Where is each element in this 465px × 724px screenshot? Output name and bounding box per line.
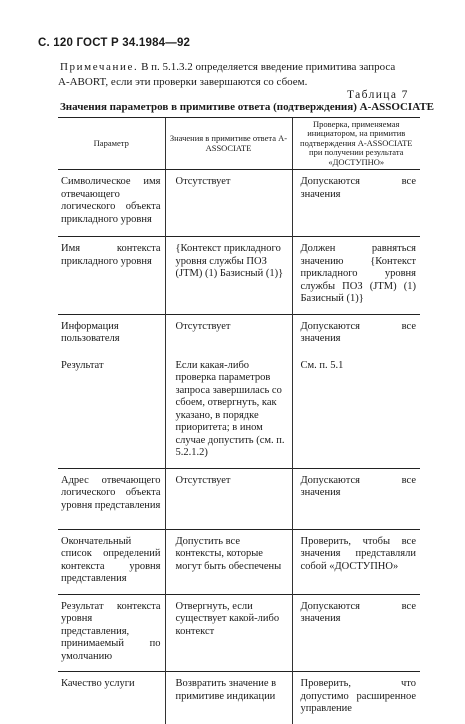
cell-check: Допускаются все значения — [292, 468, 420, 529]
table-row — [58, 672, 420, 724]
cell-parameter: Окончательный список определений контекста уровня представления — [58, 529, 165, 594]
table-row — [58, 237, 420, 315]
table-row — [58, 314, 420, 354]
note-line-2: A-ABORT, если эти проверки завершаются со сбоем. — [58, 76, 308, 88]
cell-value: Отсутствует — [165, 468, 292, 529]
cell-value: Допустить все контексты, которые могут быть обеспечены — [165, 529, 292, 594]
cell-value: {Контекст прикладного уровня службы ПОЗ (JTM) (1) Базисный (1)} — [165, 237, 292, 315]
cell-parameter: Имя контекста прикладного уровня — [58, 237, 165, 315]
column-header-parameter: Параметр — [58, 118, 165, 170]
cell-check: Допускаются все значения — [292, 170, 420, 237]
cell-check: Проверить, чтобы все значения представляли собой «ДОСТУПНО» — [292, 529, 420, 594]
cell-parameter: Качество услуги — [58, 672, 165, 724]
table-row — [58, 170, 420, 237]
table-row — [58, 529, 420, 594]
table-row — [58, 594, 420, 672]
cell-value: Возвратить значение в примитиве индикации — [165, 672, 292, 724]
cell-value: Отсутствует — [165, 314, 292, 354]
cell-value: Отсутствует — [165, 170, 292, 237]
parameters-table — [58, 117, 420, 724]
cell-value: Если какая-либо проверка параметров запроса завершилась со сбоем, отвергнуть, как указано, в порядке приоритета; в ином случае допустить (см. п. 5.2.1.2) — [165, 354, 292, 469]
cell-value: Отвергнуть, если существует какой-либо контекст — [165, 594, 292, 672]
table-number: Таблица 7 — [347, 89, 409, 101]
table-header-row — [58, 118, 420, 170]
note-label: Примечание. — [60, 61, 139, 73]
page-header: С. 120 ГОСТ Р 34.1984—92 — [38, 37, 191, 49]
cell-parameter: Символическое имя отвечающего логического объекта прикладного уровня — [61, 176, 161, 225]
cell-parameter: Информация пользователя — [58, 314, 165, 354]
cell-check: Допускаются все значения — [292, 314, 420, 354]
cell-check: Проверить, что допустимо расширенное управление — [292, 672, 420, 724]
cell-check: Должен равняться значению {Контекст прикладного уровня службы ПОЗ (JTM) (1) Базисный (1)} — [292, 237, 420, 315]
cell-check: Допускаются все значения — [292, 594, 420, 672]
table-row — [58, 468, 420, 529]
column-header-check: Проверка, применяемая инициатором, на примитив подтверждения A-ASSOCIATE при получении результата «ДОСТУПНО» — [292, 118, 420, 170]
cell-parameter: Результат контекста уровня представления, принимаемый по умолчанию — [58, 594, 165, 672]
note-paragraph — [60, 60, 405, 90]
table-caption: Значения параметров в примитиве ответа (подтверждения) A-ASSOCIATE — [60, 101, 434, 113]
column-header-value: Значения в примитиве ответа A-ASSOCIATE — [165, 118, 292, 170]
note-line-1: В п. 5.1.3.2 определяется введение примитива запроса — [141, 61, 396, 73]
cell-parameter: Адрес отвечающего логического объекта уровня представления — [58, 468, 165, 529]
table-row — [58, 354, 420, 469]
cell-parameter: Результат — [61, 359, 104, 371]
cell-check: См. п. 5.1 — [292, 354, 420, 469]
